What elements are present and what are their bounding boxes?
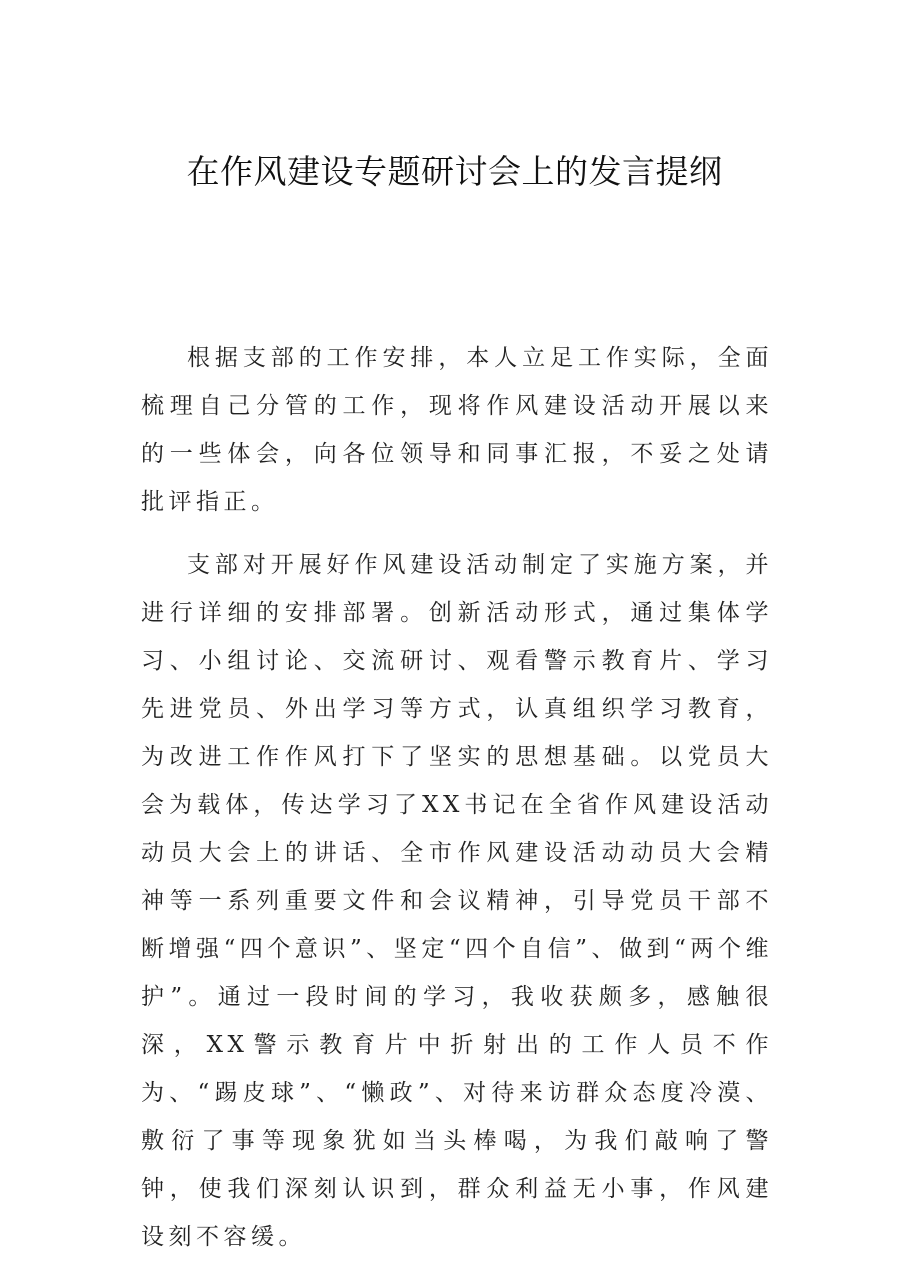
document-title: 在作风建设专题研讨会上的发言提纲 bbox=[186, 152, 723, 191]
paragraph-main: 支部对开展好作风建设活动制定了实施方案，并进行详细的安排部署。创新活动形式，通过集体学习、小组讨论、交流研讨、观看警示教育片、学习先进党员、外出学习等方式，认真组织学习教育，为改进工作作风打下了坚实的思想基础。以党员大会为载体，传达学习了XX书记在全省作风建设活动动员大会上的讲话、全市作风建设活动动员大会精神等一系列重要文件和会议精神，引导党员干部不断增强“四个意识”、坚定“四个自信”、做到“两个维护”。通过一段时间的学习，我收获颇多，感触很深，XX警示教育片中折射出的工作人员不作为、“踢皮球”、“懒政”、对待来访群众态度冷漠、敷衍了事等现象犹如当头棒喝，为我们敲响了警钟，使我们深刻认识到，群众利益无小事，作风建设刻不容缓。 bbox=[141, 552, 773, 1250]
document-body bbox=[141, 334, 773, 1276]
paragraph-intro: 根据支部的工作安排，本人立足工作实际，全面梳理自己分管的工作，现将作风建设活动开展以来的一些体会，向各位领导和同事汇报，不妥之处请批评指正。 bbox=[141, 345, 773, 515]
